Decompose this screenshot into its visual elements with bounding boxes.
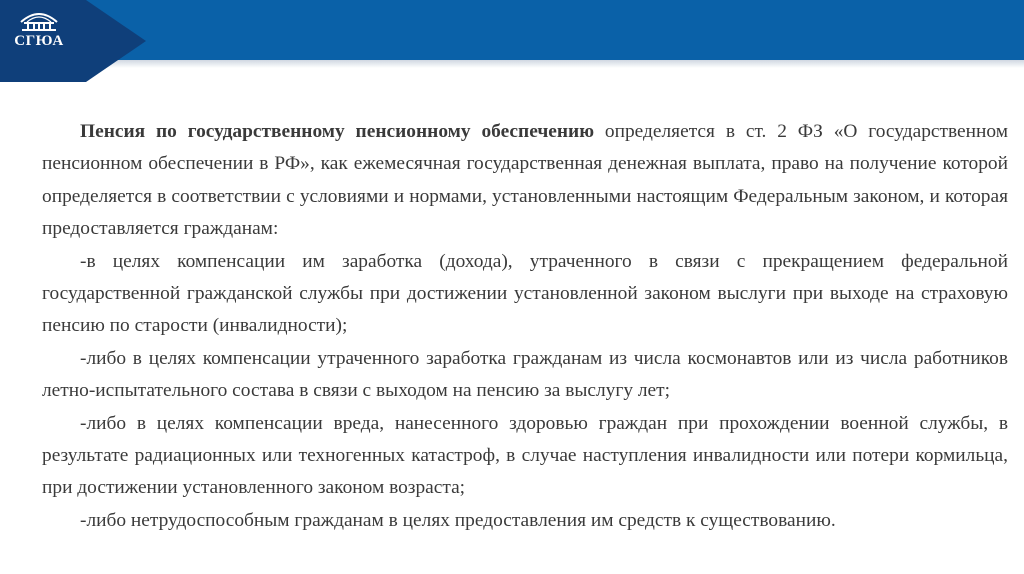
header-band [0, 0, 1024, 60]
list-item: -либо в целях компенсации вреда, нанесенного здоровью граждан при прохождении военной службы, в результате радиационных или техногенных катастроф, в случае наступления инвалидности или потери кормильца, при достижении установленного законом возраста; [42, 412, 1008, 499]
logo-block [0, 0, 150, 82]
header-shadow [0, 60, 1024, 68]
list-item: -либо в целях компенсации утраченного заработка гражданам из числа космонавтов или из числа работников летно-испытательного состава в связи с выходом на пенсию за выслугу лет; [42, 347, 1008, 402]
list-item: -либо нетрудоспособным гражданам в целях предоставления им средств к существованию. [80, 509, 836, 531]
main-text [42, 116, 1008, 537]
intro-definition: определяется в ст. 2 ФЗ «О государственном пенсионном обеспечении в РФ», как ежемесячная государственная денежная выплата, право на получение которой определяется в соответствии с условиями и нормами, установленными настоящим Федеральным законом, и которая предоставляется гражданам: [42, 121, 1009, 240]
intro-bold-term: Пенсия по государственному пенсионному обеспечению [80, 121, 595, 142]
logo-text: СГЮА [14, 33, 64, 49]
list-item: -в целях компенсации им заработка (дохода), утраченного в связи с прекращением федеральной государственной гражданской службы при достижении установленной законом выслуги при выходе на страховую пенсию по старости (инвалидности); [42, 250, 1008, 337]
intro-paragraph [42, 116, 1008, 246]
